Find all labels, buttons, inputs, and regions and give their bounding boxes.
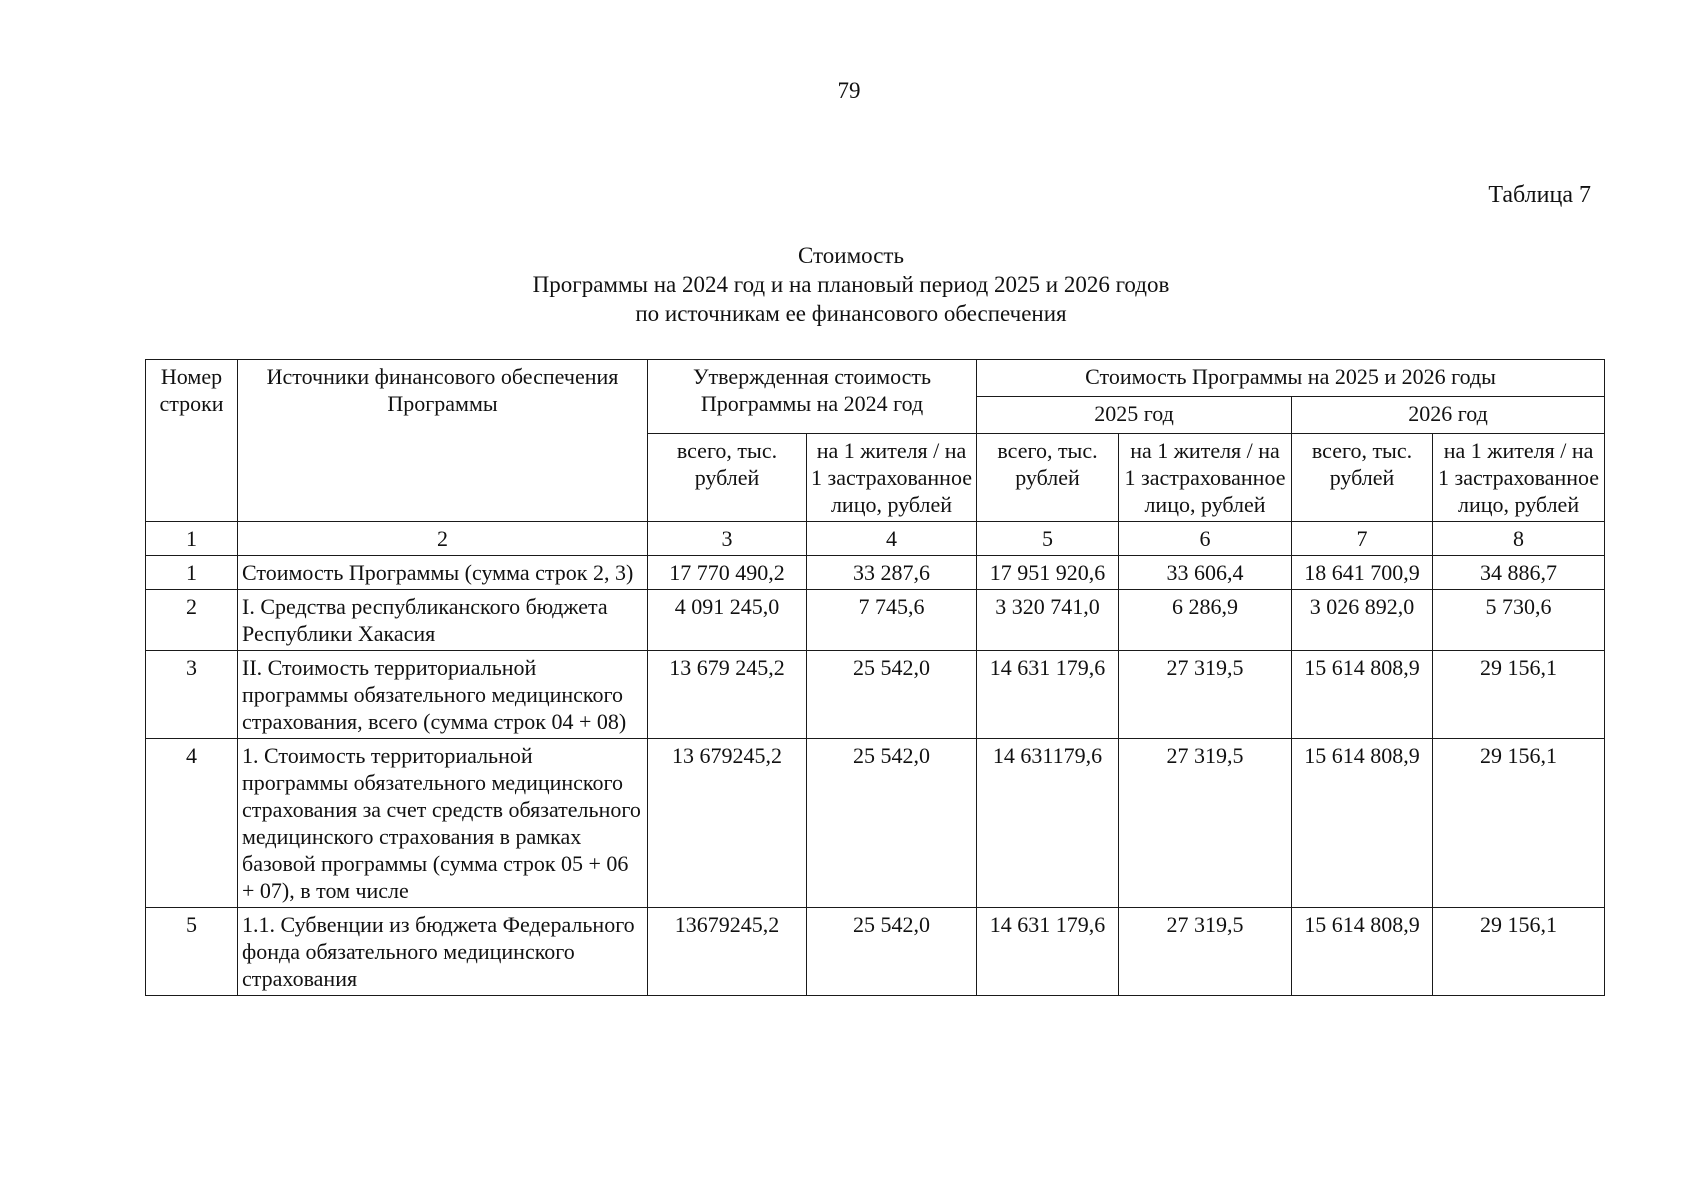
column-number-row xyxy=(146,522,1605,556)
column-number: 4 xyxy=(807,522,977,556)
value-per-person-2024: 7 745,6 xyxy=(807,590,977,651)
row-source: Стоимость Программы (сумма строк 2, 3) xyxy=(238,556,648,590)
column-number: 1 xyxy=(146,522,238,556)
header-total-2025: всего, тыс. рублей xyxy=(977,434,1119,522)
table-row xyxy=(146,739,1605,908)
header-per-person-2024: на 1 жителя / на 1 застрахованное лицо, рублей xyxy=(807,434,977,522)
table-row xyxy=(146,651,1605,739)
value-total-2024: 13 679245,2 xyxy=(648,739,807,908)
table-label: Таблица 7 xyxy=(1488,182,1591,208)
value-total-2026: 3 026 892,0 xyxy=(1292,590,1433,651)
header-year-2025: 2025 год xyxy=(977,397,1292,434)
header-row-number: Номер строки xyxy=(146,360,238,522)
value-total-2025: 14 631 179,6 xyxy=(977,908,1119,996)
title-line-2: Программы на 2024 год и на плановый период 2025 и 2026 годов xyxy=(532,272,1170,297)
value-total-2026: 15 614 808,9 xyxy=(1292,739,1433,908)
row-number: 5 xyxy=(146,908,238,996)
column-number: 8 xyxy=(1433,522,1605,556)
column-number: 6 xyxy=(1119,522,1292,556)
header-row-1 xyxy=(146,360,1605,397)
value-per-person-2026: 29 156,1 xyxy=(1433,739,1605,908)
row-number: 3 xyxy=(146,651,238,739)
title-line-3: по источникам ее финансового обеспечения xyxy=(635,301,1067,326)
value-total-2026: 15 614 808,9 xyxy=(1292,651,1433,739)
header-sources: Источники финансового обеспечения Программы xyxy=(238,360,648,522)
row-number: 1 xyxy=(146,556,238,590)
value-per-person-2026: 34 886,7 xyxy=(1433,556,1605,590)
table-row xyxy=(146,908,1605,996)
title-line-1: Стоимость xyxy=(798,243,904,268)
value-per-person-2026: 29 156,1 xyxy=(1433,908,1605,996)
table-row xyxy=(146,556,1605,590)
value-per-person-2024: 25 542,0 xyxy=(807,739,977,908)
row-source: 1. Стоимость территориальной программы обязательного медицинского страхования за счет средств обязательного медицинского страхования в рамках базовой программы (сумма строк 05 + 06 + 07), в том числе xyxy=(238,739,648,908)
value-total-2024: 13679245,2 xyxy=(648,908,807,996)
value-per-person-2025: 27 319,5 xyxy=(1119,739,1292,908)
value-total-2024: 17 770 490,2 xyxy=(648,556,807,590)
value-per-person-2024: 25 542,0 xyxy=(807,651,977,739)
header-approved-2024: Утвержденная стоимость Программы на 2024 год xyxy=(648,360,977,434)
value-total-2024: 4 091 245,0 xyxy=(648,590,807,651)
column-number: 2 xyxy=(238,522,648,556)
value-per-person-2025: 6 286,9 xyxy=(1119,590,1292,651)
header-total-2026: всего, тыс. рублей xyxy=(1292,434,1433,522)
value-per-person-2025: 27 319,5 xyxy=(1119,908,1292,996)
financing-table xyxy=(145,359,1605,996)
value-total-2025: 14 631 179,6 xyxy=(977,651,1119,739)
header-cost-2025-2026: Стоимость Программы на 2025 и 2026 годы xyxy=(977,360,1605,397)
value-per-person-2026: 5 730,6 xyxy=(1433,590,1605,651)
value-per-person-2025: 27 319,5 xyxy=(1119,651,1292,739)
header-total-2024: всего, тыс. рублей xyxy=(648,434,807,522)
value-total-2025: 14 631179,6 xyxy=(977,739,1119,908)
value-total-2025: 17 951 920,6 xyxy=(977,556,1119,590)
row-source: II. Стоимость территориальной программы обязательного медицинского страхования, всего (сумма строк 04 + 08) xyxy=(238,651,648,739)
header-year-2026: 2026 год xyxy=(1292,397,1605,434)
column-number: 7 xyxy=(1292,522,1433,556)
row-source: I. Средства республиканского бюджета Республики Хакасия xyxy=(238,590,648,651)
column-number: 3 xyxy=(648,522,807,556)
value-total-2025: 3 320 741,0 xyxy=(977,590,1119,651)
header-per-person-2025: на 1 жителя / на 1 застрахованное лицо, рублей xyxy=(1119,434,1292,522)
value-per-person-2025: 33 606,4 xyxy=(1119,556,1292,590)
header-per-person-2026: на 1 жителя / на 1 застрахованное лицо, рублей xyxy=(1433,434,1605,522)
table-row xyxy=(146,590,1605,651)
value-per-person-2024: 33 287,6 xyxy=(807,556,977,590)
value-total-2024: 13 679 245,2 xyxy=(648,651,807,739)
table-title xyxy=(400,241,1302,328)
value-total-2026: 18 641 700,9 xyxy=(1292,556,1433,590)
value-total-2026: 15 614 808,9 xyxy=(1292,908,1433,996)
page-number: 79 xyxy=(837,78,861,103)
column-number: 5 xyxy=(977,522,1119,556)
value-per-person-2024: 25 542,0 xyxy=(807,908,977,996)
row-number: 2 xyxy=(146,590,238,651)
row-number: 4 xyxy=(146,739,238,908)
value-per-person-2026: 29 156,1 xyxy=(1433,651,1605,739)
row-source: 1.1. Субвенции из бюджета Федерального фонда обязательного медицинского страхования xyxy=(238,908,648,996)
